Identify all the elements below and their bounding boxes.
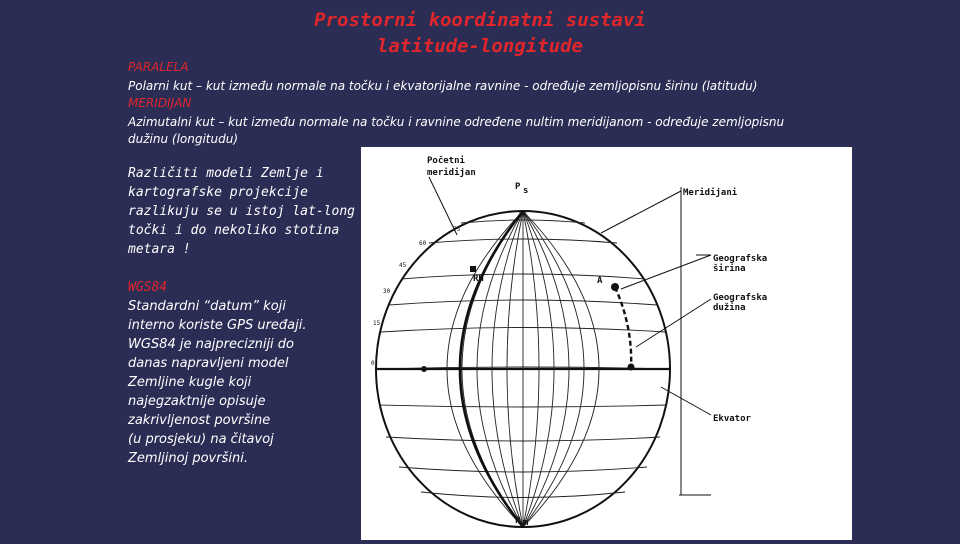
models-note: [128, 164, 358, 259]
meridijan-heading: MERIDIJAN: [128, 96, 192, 110]
label-longitude-2: dužina: [713, 303, 746, 313]
meridijan-text-line2: dužinu (longitudu): [128, 132, 239, 146]
point-a-marker: [611, 283, 619, 291]
page-title-line1: Prostorni koordinatni sustavi: [314, 9, 646, 31]
tick-label: 15: [373, 320, 381, 327]
models-note-line: razlikuju se u istoj lat-long: [128, 204, 355, 219]
page-title-line2: latitude-longitude: [377, 35, 583, 57]
label-pole-top: P: [515, 182, 521, 192]
globe-svg: [361, 147, 852, 540]
label-equator: Ekvator: [713, 414, 751, 424]
wgs84-line: danas napravljeni model: [128, 356, 289, 371]
wgs84-line: WGS84 je najprecizniji do: [128, 337, 295, 352]
wgs84-line: interno koriste GPS uređaji.: [128, 318, 307, 333]
label-latitude-2: širina: [713, 264, 746, 274]
models-note-line: Različiti modeli Zemlje i: [128, 166, 324, 181]
leader-lines: [429, 177, 711, 495]
paralela-heading: PARALELA: [128, 60, 189, 74]
wgs84-block: [128, 278, 358, 468]
wgs84-line: (u prosjeku) na čitavoj: [128, 432, 274, 447]
models-note-line: kartografske projekcije: [128, 185, 309, 200]
label-pole-top-sub: s: [523, 186, 529, 196]
models-note-line: točki i do nekoliko stotina: [128, 223, 340, 238]
label-latitude-1: Geografska: [713, 254, 768, 264]
wgs84-line: najegzaktnije opisuje: [128, 394, 266, 409]
label-a: A: [597, 276, 603, 286]
label-pole-bottom-sub: m: [523, 518, 529, 528]
equator-point-marker: [628, 364, 635, 371]
globe-diagram: [361, 147, 852, 540]
label-longitude-1: Geografska: [713, 293, 768, 303]
rh-marker: [470, 266, 476, 272]
tick-label: 75: [453, 226, 461, 233]
prime-equator-marker: [421, 366, 427, 372]
wgs84-line: zakrivljenost površine: [128, 413, 271, 428]
label-start-meridian-1: Početni: [427, 156, 465, 166]
label-meridians: Meridijani: [683, 188, 738, 198]
meridijan-text-line1: Azimutalni kut – kut između normale na točku i ravnine određene nultim meridijanom - određuje zemljopisnu: [128, 115, 785, 129]
tick-label: 60: [419, 240, 427, 247]
wgs84-line: Zemljine kugle koji: [128, 375, 252, 390]
paralela-text: Polarni kut – kut između normale na točku i ekvatorijalne ravnine - određuje zemljopisnu širinu (latitudu): [128, 79, 758, 93]
longitude-arc: [615, 287, 631, 369]
tick-label: 90: [519, 210, 527, 217]
label-start-meridian-2: meridijan: [427, 168, 476, 178]
label-rh: RH: [473, 274, 484, 284]
tick-label: 0: [371, 360, 375, 367]
wgs84-heading: WGS84: [128, 280, 168, 295]
tick-label: 45: [399, 262, 407, 269]
label-pole-bottom: P: [515, 516, 521, 526]
wgs84-line: Zemljinoj površini.: [128, 451, 248, 466]
tick-label: 30: [383, 288, 391, 295]
wgs84-line: Standardni “datum” koji: [128, 299, 286, 314]
models-note-line: metara !: [128, 242, 191, 257]
